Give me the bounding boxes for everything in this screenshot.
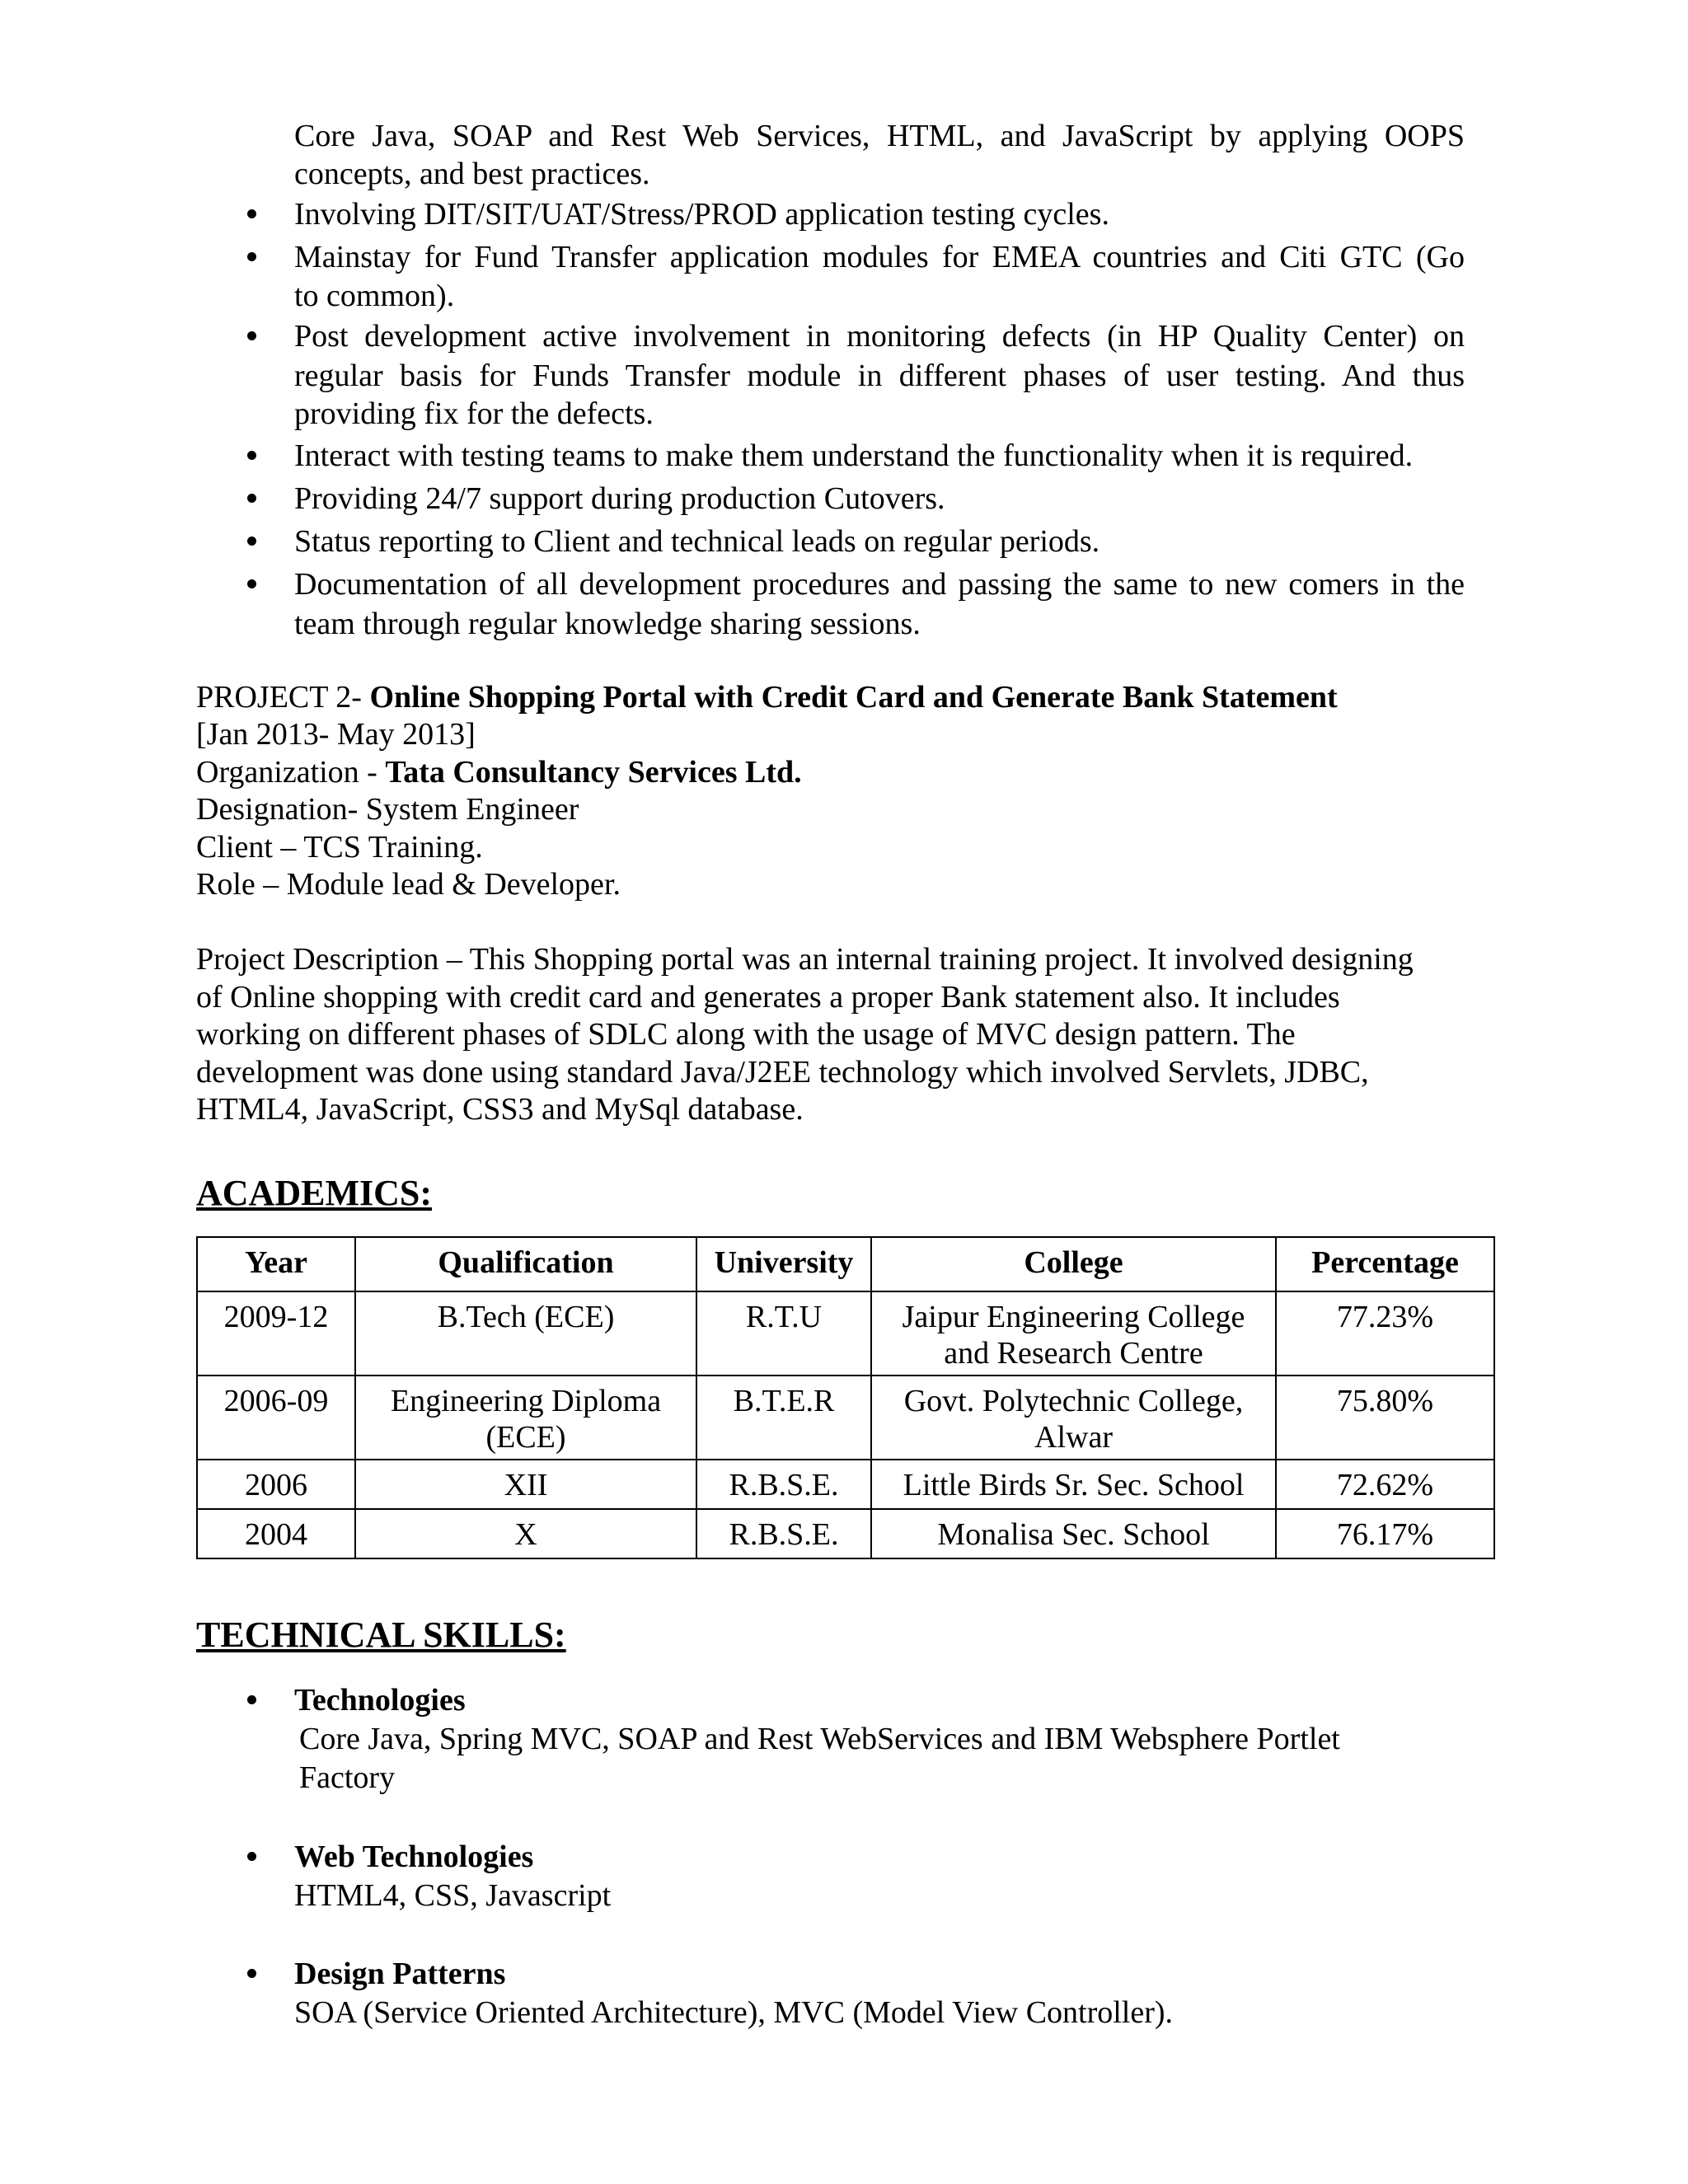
cell-year: 2009-12: [197, 1291, 355, 1376]
project-designation: Designation- System Engineer: [196, 792, 579, 827]
cell-qualification: [355, 1460, 696, 1509]
project-description-line: Project Description – This Shopping portal was an internal training project. It involved designing: [196, 942, 1414, 977]
bullet-icon: [247, 331, 256, 340]
bullet-icon: [247, 252, 256, 261]
project-role: Role – Module lead & Developer.: [196, 867, 621, 902]
bullet-icon: [247, 209, 256, 218]
table-row: [197, 1509, 1494, 1558]
college-line: Monalisa Sec. School: [937, 1517, 1210, 1552]
technical-skills-heading: TECHNICAL SKILLS:: [196, 1615, 566, 1655]
cell-college: [871, 1509, 1276, 1558]
bullet-continuation-line: Core Java, SOAP and Rest Web Services, HTML, and JavaScript by applying OOPS: [294, 119, 1465, 153]
skill-category-title: Design Patterns: [294, 1957, 506, 1991]
project-title: [196, 677, 1338, 717]
project-description-line: of Online shopping with credit card and generates a proper Bank statement also. It includes: [196, 980, 1340, 1015]
project-description-line: HTML4, JavaScript, CSS3 and MySql database.: [196, 1092, 804, 1127]
academics-table: [196, 1236, 1495, 1559]
qualification-line: Engineering Diploma: [390, 1384, 662, 1418]
cell-university: R.B.S.E.: [696, 1509, 871, 1558]
cell-college: [871, 1291, 1276, 1376]
project-dates: [Jan 2013- May 2013]: [196, 717, 476, 752]
skill-category-line: HTML4, CSS, Javascript: [294, 1878, 612, 1913]
skill-category-title: Technologies: [294, 1683, 466, 1718]
college-line: Govt. Polytechnic College,: [903, 1384, 1244, 1418]
project-client: Client – TCS Training.: [196, 830, 483, 865]
experience-bullet-line: regular basis for Funds Transfer module in different phases of user testing. And thus: [294, 359, 1465, 393]
cell-qualification: [355, 1376, 696, 1460]
experience-bullet: Involving DIT/SIT/UAT/Stress/PROD application testing cycles.: [294, 197, 1109, 232]
experience-bullet-line: team through regular knowledge sharing sessions.: [294, 607, 921, 641]
table-header-row: [197, 1237, 1494, 1291]
cell-university: R.B.S.E.: [696, 1460, 871, 1509]
header-year: Year: [197, 1237, 355, 1291]
college-line: Alwar: [1034, 1420, 1113, 1455]
header-percentage: Percentage: [1276, 1237, 1494, 1291]
project-name: Online Shopping Portal with Credit Card and Generate Bank Statement: [369, 680, 1338, 715]
qualification-line: XII: [504, 1468, 548, 1502]
skill-category-line: Core Java, Spring MVC, SOAP and Rest WebServices and IBM Websphere Portlet: [299, 1722, 1340, 1756]
project-description-line: working on different phases of SDLC along with the usage of MVC design pattern. The: [196, 1017, 1296, 1052]
organization-name: Tata Consultancy Services Ltd.: [385, 755, 802, 790]
experience-bullet: Post development active involvement in monitoring defects (in HP Quality Center) on: [294, 319, 1465, 354]
cell-qualification: [355, 1509, 696, 1558]
bullet-icon: [247, 451, 256, 460]
table-row: [197, 1460, 1494, 1509]
organization-label: Organization -: [196, 755, 386, 790]
experience-bullet: Mainstay for Fund Transfer application modules for EMEA countries and Citi GTC (Go: [294, 240, 1465, 274]
table-row: [197, 1291, 1494, 1376]
bullet-continuation-line: concepts, and best practices.: [294, 157, 650, 191]
experience-bullet: Interact with testing teams to make them understand the functionality when it is required.: [294, 438, 1414, 473]
cell-percentage: 77.23%: [1276, 1291, 1494, 1376]
experience-bullet: Providing 24/7 support during production Cutovers.: [294, 481, 945, 516]
header-qualification: Qualification: [355, 1237, 696, 1291]
cell-college: [871, 1376, 1276, 1460]
college-line: Jaipur Engineering College: [902, 1300, 1245, 1334]
cell-percentage: 76.17%: [1276, 1509, 1494, 1558]
experience-bullet: Status reporting to Client and technical leads on regular periods.: [294, 524, 1100, 559]
table-row: [197, 1376, 1494, 1460]
qualification-line: X: [514, 1517, 537, 1552]
header-college: College: [871, 1237, 1276, 1291]
project-organization: [196, 752, 802, 792]
cell-year: 2004: [197, 1509, 355, 1558]
cell-qualification: [355, 1291, 696, 1376]
skill-category-line: SOA (Service Oriented Architecture), MVC (Model View Controller).: [294, 1995, 1174, 2030]
qualification-line: (ECE): [485, 1420, 566, 1455]
cell-percentage: 72.62%: [1276, 1460, 1494, 1509]
skill-category-title: Web Technologies: [294, 1840, 534, 1874]
bullet-icon: [247, 1969, 256, 1978]
project-label: PROJECT 2-: [196, 680, 370, 715]
academics-heading: ACADEMICS:: [196, 1173, 432, 1213]
bullet-icon: [247, 494, 256, 503]
bullet-icon: [247, 579, 256, 588]
project-description-line: development was done using standard Java/J2EE technology which involved Servlets, JDBC,: [196, 1055, 1369, 1090]
qualification-line: B.Tech (ECE): [437, 1300, 615, 1334]
header-university: University: [696, 1237, 871, 1291]
experience-bullet-line: providing fix for the defects.: [294, 396, 654, 431]
cell-college: [871, 1460, 1276, 1509]
experience-bullet-line: to common).: [294, 279, 455, 313]
cell-university: B.T.E.R: [696, 1376, 871, 1460]
cell-percentage: 75.80%: [1276, 1376, 1494, 1460]
bullet-icon: [247, 537, 256, 546]
college-line: and Research Centre: [944, 1336, 1203, 1371]
bullet-icon: [247, 1695, 256, 1704]
bullet-icon: [247, 1852, 256, 1861]
college-line: Little Birds Sr. Sec. School: [903, 1468, 1245, 1502]
skill-category-line: Factory: [299, 1760, 396, 1795]
experience-bullet: Documentation of all development procedures and passing the same to new comers in the: [294, 567, 1465, 602]
cell-year: 2006: [197, 1460, 355, 1509]
cell-university: R.T.U: [696, 1291, 871, 1376]
cell-year: 2006-09: [197, 1376, 355, 1460]
